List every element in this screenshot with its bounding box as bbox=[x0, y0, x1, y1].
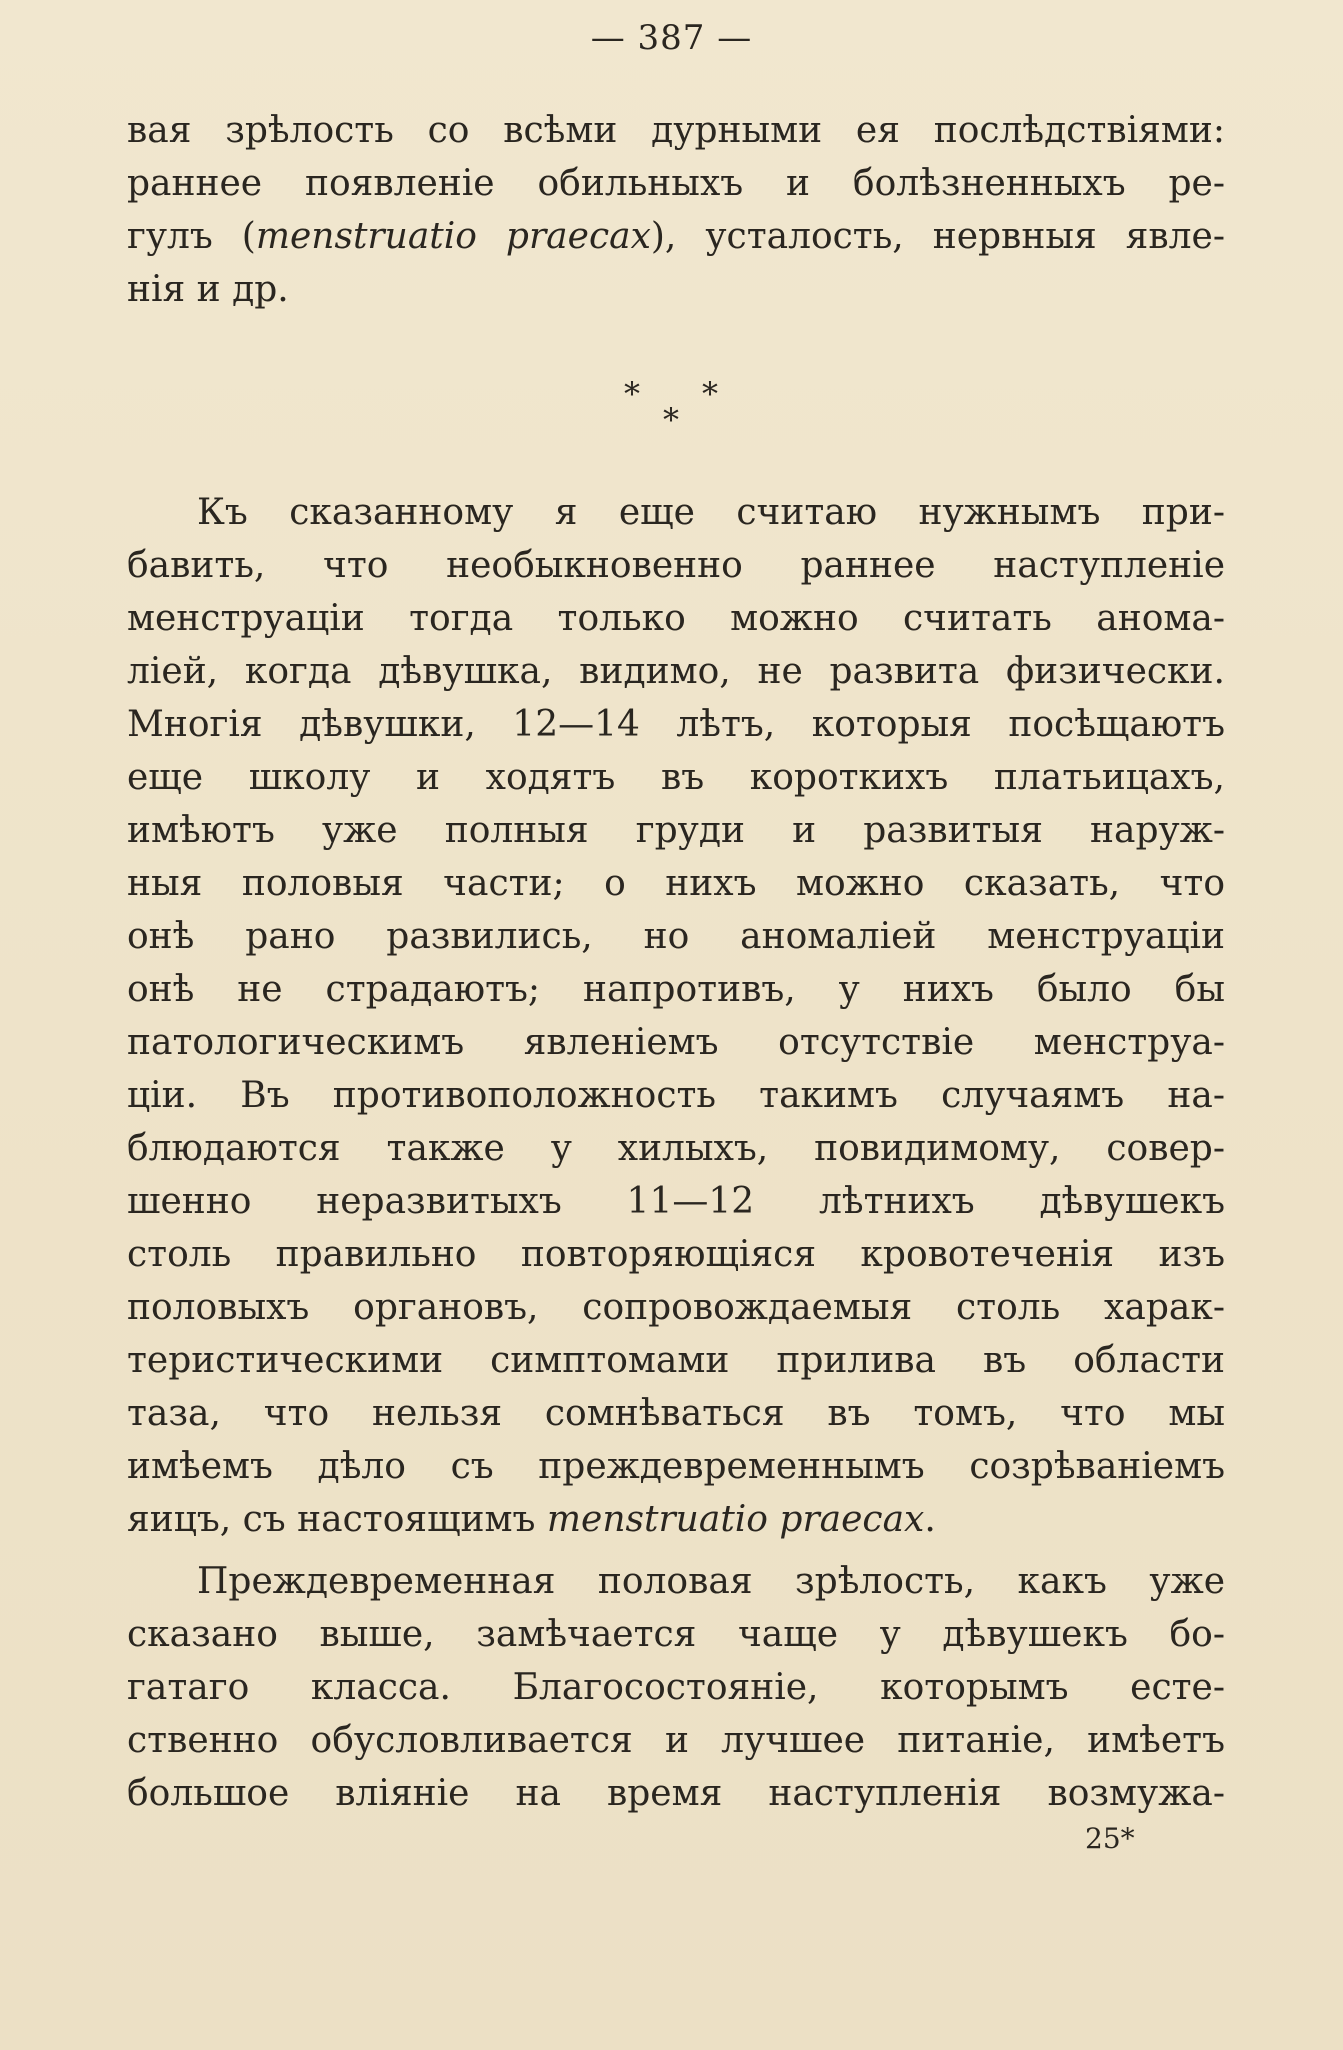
text-line: еще школу и ходятъ въ короткихъ платьицахъ, bbox=[127, 757, 1225, 798]
text-line: бавить, что необыкновенно раннее наступленіе bbox=[127, 545, 1225, 586]
text-line: имѣемъ дѣло съ преждевременнымъ созрѣваніемъ bbox=[127, 1446, 1225, 1487]
text-line bbox=[127, 1493, 1225, 1546]
text-line: гатаго класса. Благосостояніе, которымъ есте- bbox=[127, 1667, 1225, 1708]
text-line: нія и др. bbox=[127, 269, 289, 310]
text-line: онѣ не страдаютъ; напротивъ, у нихъ было бы bbox=[127, 969, 1225, 1010]
text-line: таза, что нельзя сомнѣваться въ томъ, что мы bbox=[127, 1393, 1225, 1434]
text-line: имѣютъ уже полныя груди и развитыя наруж- bbox=[127, 810, 1225, 851]
text-fragment: . bbox=[924, 1499, 936, 1540]
text-line: сказано выше, замѣчается чаще у дѣвушекъ бо- bbox=[127, 1614, 1225, 1655]
paragraph-next bbox=[127, 1555, 1225, 1820]
paragraph-continuation bbox=[127, 104, 1225, 316]
text-line bbox=[127, 210, 1225, 263]
text-line: теристическими симптомами прилива въ области bbox=[127, 1340, 1225, 1381]
text-fragment: яицъ, съ настоящимъ bbox=[127, 1499, 547, 1540]
asterism-star: * bbox=[702, 375, 718, 413]
text-line: менструаціи тогда только можно считать анома- bbox=[127, 598, 1225, 639]
text-line: раннее появленіе обильныхъ и болѣзненныхъ ре- bbox=[127, 163, 1225, 204]
text-line: блюдаются также у хилыхъ, повидимому, совер- bbox=[127, 1128, 1225, 1169]
text-line: шенно неразвитыхъ 11—12 лѣтнихъ дѣвушекъ bbox=[127, 1181, 1225, 1222]
text-line: ственно обусловливается и лучшее питаніе, имѣетъ bbox=[127, 1720, 1225, 1761]
text-line: Къ сказанному я еще считаю нужнымъ при- bbox=[197, 492, 1225, 533]
text-line: онѣ рано развились, но аномаліей менструаціи bbox=[127, 916, 1225, 957]
text-line: большое вліяніе на время наступленія возмужа- bbox=[127, 1773, 1225, 1814]
text-line: ціи. Въ противоположность такимъ случаямъ на- bbox=[127, 1075, 1225, 1116]
paragraph-main bbox=[127, 486, 1225, 1546]
text-fragment: гулъ ( bbox=[127, 216, 256, 257]
page-number: — 387 — bbox=[590, 18, 753, 58]
text-line: ныя половыя части; о нихъ можно сказать, что bbox=[127, 863, 1225, 904]
text-line: половыхъ органовъ, сопровождаемыя столь харак- bbox=[127, 1287, 1225, 1328]
asterism-star: * bbox=[663, 401, 679, 439]
text-fragment: ), усталость, нервныя явле- bbox=[650, 216, 1225, 257]
asterism-star: * bbox=[624, 375, 640, 413]
signature-mark: 25* bbox=[1085, 1822, 1135, 1855]
section-asterism bbox=[0, 375, 1343, 439]
text-line: ліей, когда дѣвушка, видимо, не развита физически. bbox=[127, 651, 1225, 692]
text-line: столь правильно повторяющіяся кровотеченія изъ bbox=[127, 1234, 1225, 1275]
text-line: вая зрѣлость со всѣми дурными ея послѣдствіями: bbox=[127, 110, 1225, 151]
text-line: Многія дѣвушки, 12—14 лѣтъ, которыя посѣщаютъ bbox=[127, 704, 1225, 745]
text-line: патологическимъ явленіемъ отсутствіе менструа- bbox=[127, 1022, 1225, 1063]
latin-term: menstruatio praecax bbox=[255, 216, 651, 257]
text-line: Преждевременная половая зрѣлость, какъ уже bbox=[197, 1561, 1225, 1602]
latin-term: menstruatio praecax bbox=[546, 1499, 925, 1540]
